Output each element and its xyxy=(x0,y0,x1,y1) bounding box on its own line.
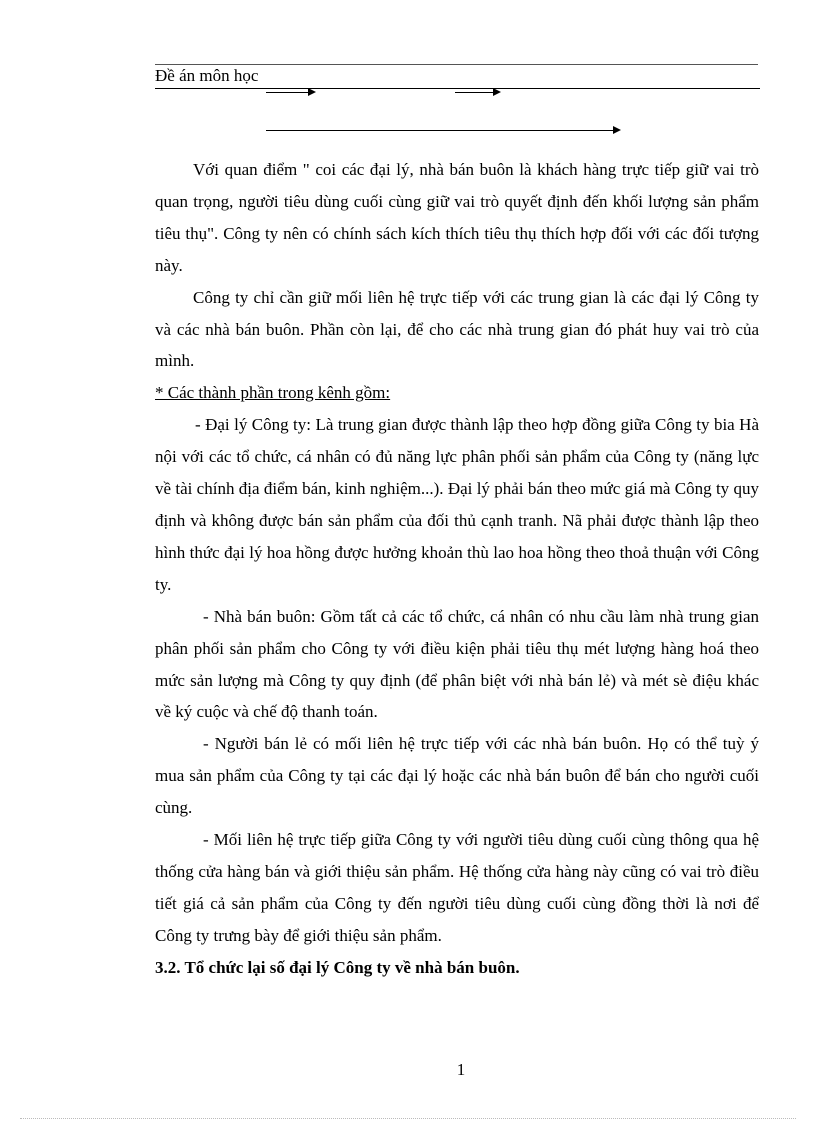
page-number: 1 xyxy=(456,1060,466,1079)
paragraph-direct-consumers: - Mối liên hệ trực tiếp giữa Công ty với người tiêu dùng cuối cùng thông qua hệ thống cửa hàng bán và giới thiệu sản phẩm. Hệ thống cửa hàng này cũng có vai trò điều tiết giá cả sản phẩm của Công ty đến người tiêu dùng cuối cùng đồng thời là nơi để Công ty trưng bày để giới thiệu sản phẩm. xyxy=(155,830,759,945)
paragraph-direct-contact: Công ty chỉ cần giữ mối liên hệ trực tiếp với các trung gian là các đại lý Công ty và các nhà bán buôn. Phần còn lại, để cho các nhà trung gian đó phát huy vai trò của mình. xyxy=(155,287,759,371)
header-bottom-rule xyxy=(155,88,760,89)
paragraph-agents: - Đại lý Công ty: Là trung gian được thành lập theo hợp đồng giữa Công ty bia Hà nội với các tổ chức, cá nhân có đủ năng lực phân phối sản phẩm của Công ty (năng lực về tài chính địa điểm bán, kinh nghiệm...). Đại lý phải bán theo mức giá mà Công ty quy định và không được bán sản phẩm của đối thủ cạnh tranh. Nã phải được thành lập theo hình thức đại lý hoa hồng được hưởng khoản thù lao hoa hồng theo thoả thuận với Công ty. xyxy=(155,415,759,594)
channel-components-heading xyxy=(155,377,759,409)
arrow-line-2 xyxy=(455,92,493,93)
header-top-rule xyxy=(155,64,758,65)
header-title: Đề án môn học xyxy=(155,66,259,85)
arrow-line-3 xyxy=(266,130,613,131)
body-text xyxy=(155,154,759,984)
paragraph-retailers: - Người bán lẻ có mối liên hệ trực tiếp với các nhà bán buôn. Họ có thể tuỳ ý mua sản phẩm của Công ty tại các đại lý hoặc các nhà bán buôn để bán cho người cuối cùng. xyxy=(155,734,759,818)
footer-dotted-rule xyxy=(20,1118,796,1119)
channel-components-heading-text: * Các thành phần trong kênh gồm: xyxy=(155,383,391,403)
section-heading-3-2: 3.2. Tổ chức lại số đại lý Công ty về nhà bán buôn. xyxy=(155,957,520,977)
arrow-line-1 xyxy=(266,92,308,93)
paragraph-wholesalers: - Nhà bán buôn: Gồm tất cả các tổ chức, cá nhân có nhu cầu làm nhà trung gian phân phối sản phẩm cho Công ty với điều kiện phải tiêu thụ mét lượng hàng hoá theo mức sản lượng mà Công ty quy định (để phân biệt với nhà bán lẻ) và mét sè điệu khác về ký cuộc và chế độ thanh toán. xyxy=(155,606,759,722)
paragraph-viewpoint: Với quan điểm " coi các đại lý, nhà bán buôn là khách hàng trực tiếp giữ vai trò quan trọng, người tiêu dùng cuối cùng giữ vai trò quyết định đến khối lượng sản phẩm tiêu thụ". Công ty nên có chính sách kích thích tiêu thụ thích hợp đối với các đối tượng này. xyxy=(155,160,759,275)
